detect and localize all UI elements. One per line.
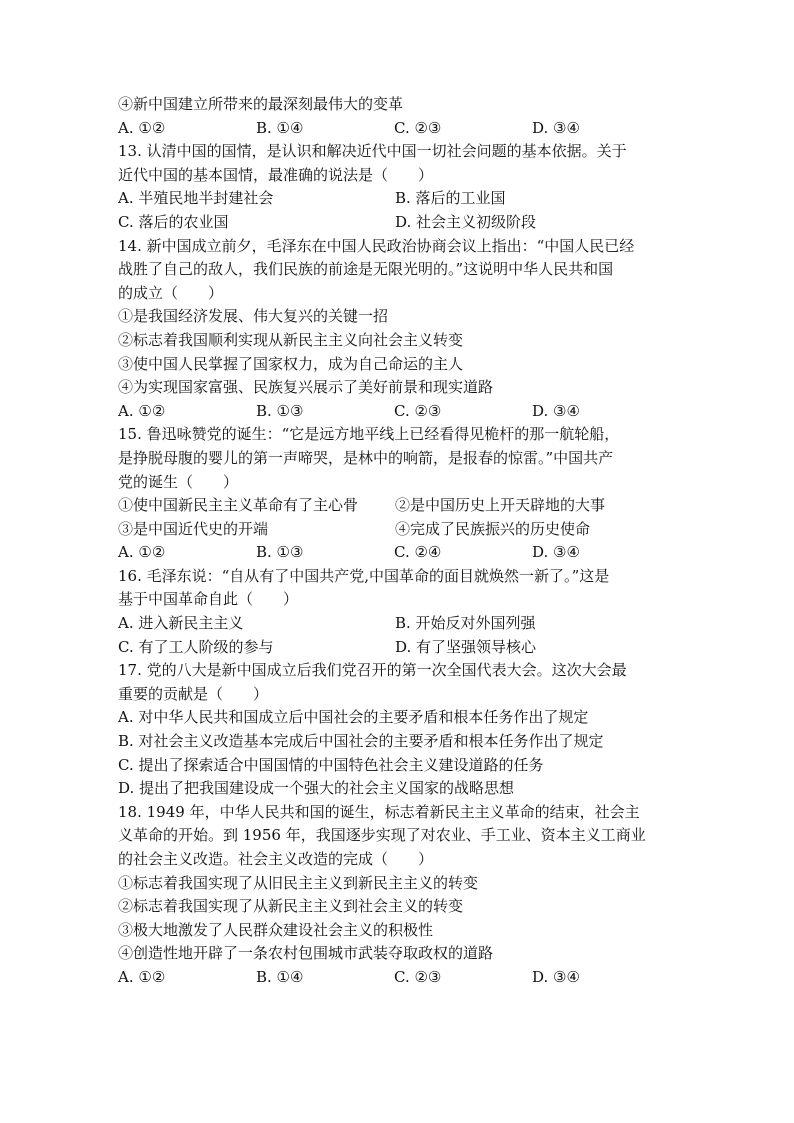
text-line: 15. 鲁迅咏赞党的诞生：“它是远方地平线上已经看得见桅杆的那一航轮船， bbox=[118, 425, 620, 444]
text-line: 义革命的开始。到 1956 年，我国逐步实现了对农业、手工业、资本主义工商业 bbox=[118, 826, 646, 845]
text-line: ②标志着我国顺利实现从新民主主义向社会主义转变 bbox=[118, 330, 464, 349]
option: C. ②④ bbox=[394, 543, 442, 562]
options-row bbox=[118, 518, 678, 542]
text-line: B. 对社会主义改造基本完成后中国社会的主要矛盾和根本任务作出了规定 bbox=[118, 732, 604, 751]
option: D. ③④ bbox=[532, 967, 580, 986]
text-line: ④为实现国家富强、民族复兴展示了美好前景和现实道路 bbox=[118, 378, 494, 397]
text-line: 是挣脱母腹的婴儿的第一声啼哭，是林中的响箭，是报春的惊雷。”中国共产 bbox=[118, 448, 614, 467]
option: C. ②③ bbox=[394, 401, 442, 420]
option: C. 有了工人阶级的参与 bbox=[118, 637, 274, 656]
text-line: A. 对中华人民共和国成立后中国社会的主要矛盾和根本任务作出了规定 bbox=[118, 708, 589, 727]
text-line: 基于中国革命自此（ ） bbox=[118, 590, 299, 609]
text-line: ③极大地激发了人民群众建设社会主义的积极性 bbox=[118, 920, 434, 939]
option: A. 进入新民主主义 bbox=[118, 614, 244, 633]
text-line: ④创造性地开辟了一条农村包围城市武装夺取政权的道路 bbox=[118, 944, 494, 963]
text-line: D. 提出了把我国建设成一个强大的社会主义国家的战略思想 bbox=[118, 779, 515, 798]
text-line: 13. 认清中国的国情，是认识和解决近代中国一切社会问题的基本依据。关于 bbox=[118, 142, 627, 161]
text-line: 18. 1949 年，中华人民共和国的诞生，标志着新民主主义革命的结束，社会主 bbox=[118, 802, 640, 821]
options-row bbox=[118, 211, 678, 235]
option: ①使中国新民主主义革命有了主心骨 bbox=[118, 496, 359, 515]
option: B. 落后的工业国 bbox=[395, 189, 506, 208]
option: C. ②③ bbox=[394, 118, 442, 137]
options-row bbox=[118, 612, 678, 636]
option: B. ①④ bbox=[256, 967, 304, 986]
option: D. ③④ bbox=[532, 118, 580, 137]
option: B. ①③ bbox=[256, 543, 304, 562]
option: A. ①② bbox=[118, 967, 166, 986]
text-line: ③使中国人民掌握了国家权力，成为自己命运的主人 bbox=[118, 354, 464, 373]
text-line: 17. 党的八大是新中国成立后我们党召开的第一次全国代表大会。这次大会最 bbox=[118, 661, 627, 680]
option: A. ①② bbox=[118, 543, 166, 562]
option: ④完成了民族振兴的历史使命 bbox=[395, 519, 591, 538]
text-line: 党的诞生（ ） bbox=[118, 472, 239, 491]
text-line: 的成立（ ） bbox=[118, 283, 224, 302]
option: D. 有了坚强领导核心 bbox=[395, 637, 537, 656]
text-line: ①是我国经济发展、伟大复兴的关键一招 bbox=[118, 307, 389, 326]
option: B. 开始反对外国列强 bbox=[395, 614, 536, 633]
text-line: 近代中国的基本国情，最准确的说法是（ ） bbox=[118, 165, 434, 184]
option: D. 社会主义初级阶段 bbox=[395, 212, 537, 231]
text-line: ②标志着我国实现了从新民主主义到社会主义的转变 bbox=[118, 897, 464, 916]
options-row bbox=[118, 541, 678, 565]
text-line: C. 提出了探索适合中国国情的中国特色社会主义建设道路的任务 bbox=[118, 755, 544, 774]
text-line: 14. 新中国成立前夕，毛泽东在中国人民政治协商会议上指出：“中国人民已经 bbox=[118, 236, 635, 255]
exam-content bbox=[118, 93, 678, 990]
options-row bbox=[118, 117, 678, 141]
text-line: 16. 毛泽东说：“自从有了中国共产党,中国革命的面目就焕然一新了。”这是 bbox=[118, 566, 610, 585]
option: D. ③④ bbox=[532, 401, 580, 420]
text-line: 重要的贡献是（ ） bbox=[118, 684, 269, 703]
option: A. 半殖民地半封建社会 bbox=[118, 189, 274, 208]
text-line: ④新中国建立所带来的最深刻最伟大的变革 bbox=[118, 95, 404, 113]
option: C. 落后的农业国 bbox=[118, 212, 229, 231]
options-row bbox=[118, 187, 678, 211]
option: B. ①③ bbox=[256, 401, 304, 420]
option: A. ①② bbox=[118, 401, 166, 420]
option: C. ②③ bbox=[394, 967, 442, 986]
option: A. ①② bbox=[118, 118, 166, 137]
option: D. ③④ bbox=[532, 543, 580, 562]
options-row bbox=[118, 400, 678, 424]
option: ③是中国近代史的开端 bbox=[118, 519, 269, 538]
option: ②是中国历史上开天辟地的大事 bbox=[395, 496, 606, 515]
options-row bbox=[118, 494, 678, 518]
text-line: 的社会主义改造。社会主义改造的完成（ ） bbox=[118, 850, 434, 868]
option: B. ①④ bbox=[256, 118, 304, 137]
text-line: 战胜了自己的敌人，我们民族的前途是无限光明的。”这说明中华人民共和国 bbox=[118, 260, 614, 279]
options-row bbox=[118, 966, 678, 990]
text-line: ①标志着我国实现了从旧民主主义到新民主主义的转变 bbox=[118, 873, 479, 892]
options-row bbox=[118, 636, 678, 660]
